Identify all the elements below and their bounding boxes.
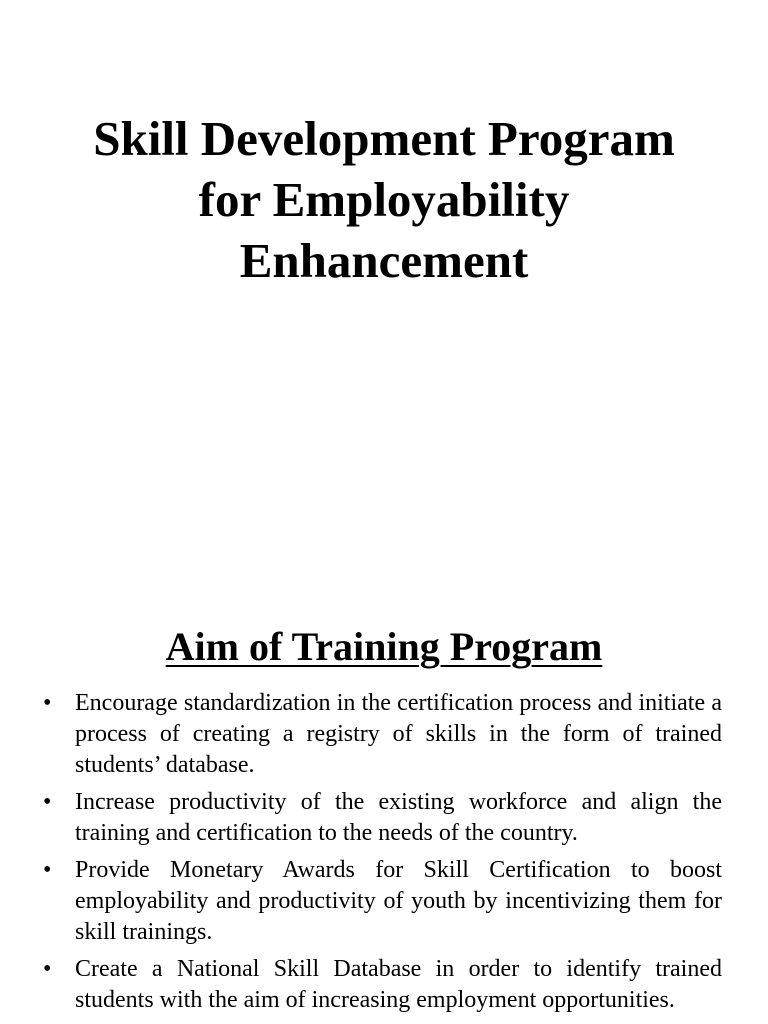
bullet-icon: • [43, 857, 52, 883]
slide-title [0, 108, 768, 291]
bullet-text: Provide Monetary Awards for Skill Certification to boost employability and productivity of youth by incentivizing them for skill trainings. [75, 857, 722, 945]
bullet-icon: • [43, 956, 52, 982]
bullet-item [40, 688, 722, 781]
bullet-text: Increase productivity of the existing workforce and align the training and certification to the needs of the country. [75, 789, 722, 846]
bullet-item [40, 954, 722, 1016]
bullet-item [40, 855, 722, 948]
section-heading: Aim of Training Program [165, 624, 603, 669]
bullet-icon: • [43, 789, 52, 815]
bullet-text: Encourage standardization in the certification process and initiate a process of creating a registry of skills in the form of trained students’ database. [75, 690, 722, 778]
bullet-icon: • [43, 690, 52, 716]
bullet-item [40, 787, 722, 849]
title-line: Skill Development Program [93, 111, 675, 166]
title-line: Enhancement [239, 233, 529, 288]
title-line: for Employability [198, 172, 570, 227]
aim-bullet-list [40, 688, 722, 1022]
bullet-text: Create a National Skill Database in order to identify trained students with the aim of increasing employment opportunities. [75, 956, 722, 1013]
